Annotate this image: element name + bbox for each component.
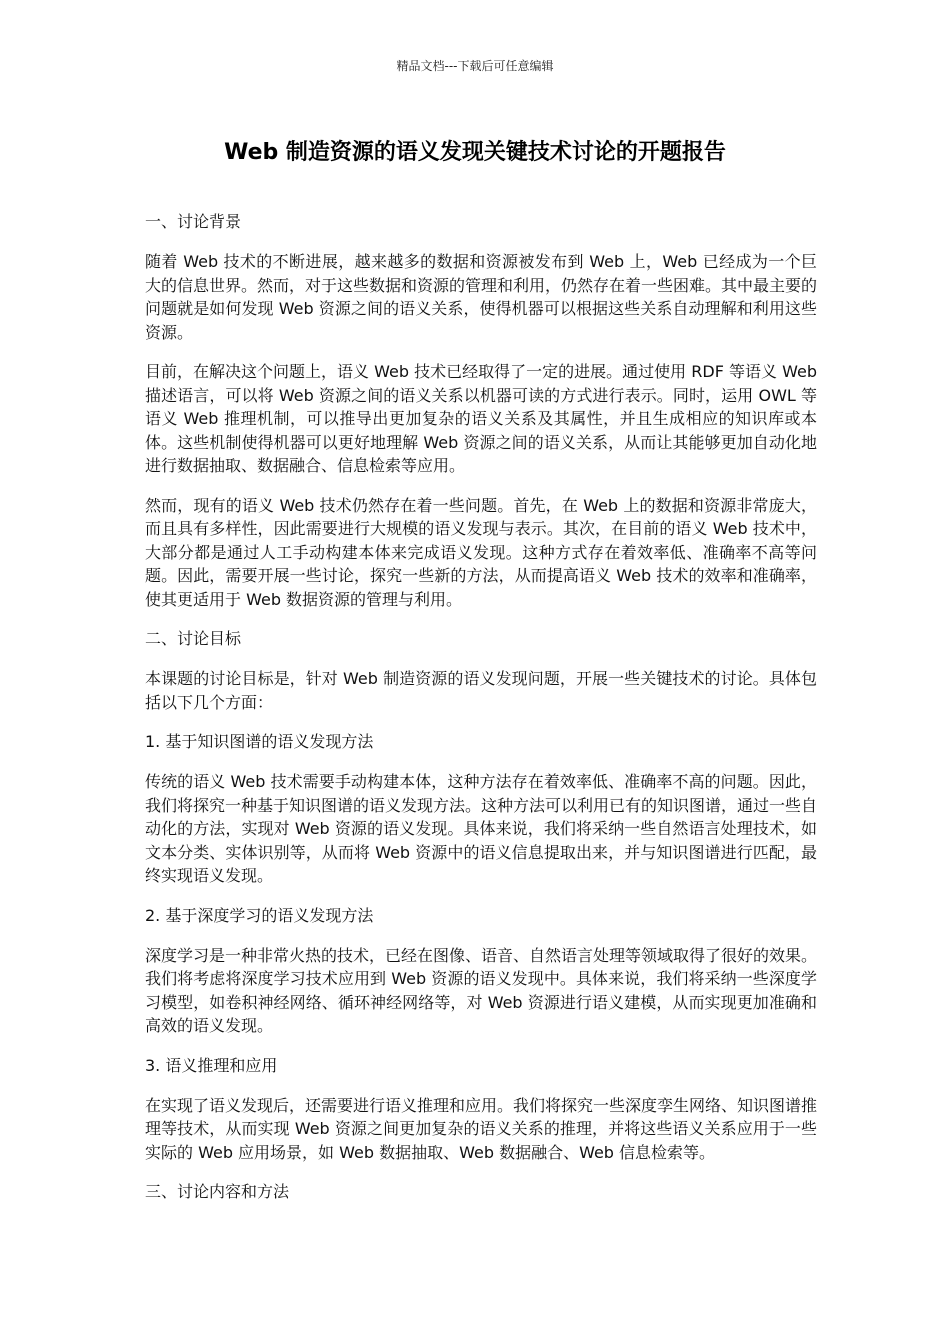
goal-item-2-paragraph: 深度学习是一种非常火热的技术，已经在图像、语音、自然语言处理等领域取得了很好的效果。我们将考虑将深度学习技术应用到 Web 资源的语义发现中。具体来说，我们将采纳一些深度学习模型，如卷积神经网络、循环神经网络等，对 Web 资源进行语义建模，从而实现更加准确和高效的语义发现。 (145, 945, 818, 1035)
background-paragraph-2: 目前，在解决这个问题上，语义 Web 技术已经取得了一定的进展。通过使用 RDF 等语义 Web 描述语言，可以将 Web 资源之间的语义关系以机器可读的方式进行表示。同时，运用 OWL 等语义 Web 推理机制，可以推导出更加复杂的语义关系及其属性，并且生成相应的知识库或本体。这些机制使得机器可以更好地理解 Web 资源之间的语义关系，从而让其能够更加自动化地进行数据抽取、数据融合、信息检索等应用。 (145, 362, 817, 475)
background-paragraph-3: 然而，现有的语义 Web 技术仍然存在着一些问题。首先，在 Web 上的数据和资源非常庞大，而且具有多样性，因此需要进行大规模的语义发现与表示。其次，在目前的语义 Web 技术中，大部分都是通过人工手动构建本体来完成语义发现。这种方式存在着效率低、准确率不高等问题。因此，需要开展一些讨论，探究一些新的方法，从而提高语义 Web 技术的效率和准确率，使其更适用于 Web 数据资源的管理与利用。 (145, 495, 817, 609)
background-paragraph-1: 随着 Web 技术的不断进展，越来越多的数据和资源被发布到 Web 上，Web 已经成为一个巨大的信息世界。然而，对于这些数据和资源的管理和利用，仍然存在着一些困难。其中最主要的问题就是如何发现 Web 资源之间的语义关系，使得机器可以根据这些关系自动理解和利用这些资源。 (145, 252, 818, 342)
document-title: Web 制造资源的语义发现关键技术讨论的开题报告 (224, 140, 726, 165)
goal-item-1-heading: 1. 基于知识图谱的语义发现方法 (145, 732, 374, 751)
document-body (145, 210, 817, 1220)
goal-item-2-heading: 2. 基于深度学习的语义发现方法 (145, 905, 374, 925)
goals-intro-paragraph: 本课题的讨论目标是，针对 Web 制造资源的语义发现问题，开展一些关键技术的讨论。具体包括以下几个方面： (145, 669, 817, 712)
goal-item-3-paragraph: 在实现了语义发现后，还需要进行语义推理和应用。我们将探究一些深度孪生网络、知识图谱推理等技术，从而实现 Web 资源之间更加复杂的语义关系的推理，并将这些语义关系应用于一些实际的 Web 应用场景，如 Web 数据抽取、Web 数据融合、Web 信息检索等。 (145, 1095, 818, 1162)
goal-item-3-heading: 3. 语义推理和应用 (145, 1055, 278, 1075)
page-header: 精品文档---下载后可任意编辑 (396, 59, 554, 73)
section-heading-methods: 三、讨论内容和方法 (145, 1182, 290, 1201)
section-heading-background: 一、讨论背景 (145, 212, 242, 231)
goal-item-1-paragraph: 传统的语义 Web 技术需要手动构建本体，这种方法存在着效率低、准确率不高的问题。因此，我们将探究一种基于知识图谱的语义发现方法。这种方法可以利用已有的知识图谱，通过一些自动化的方法，实现对 Web 资源的语义发现。具体来说，我们将采纳一些自然语言处理技术，如文本分类、实体识别等，从而将 Web 资源中的语义信息提取出来，并与知识图谱进行匹配，最终实现语义发现。 (145, 772, 818, 885)
section-heading-goals: 二、讨论目标 (145, 629, 242, 648)
